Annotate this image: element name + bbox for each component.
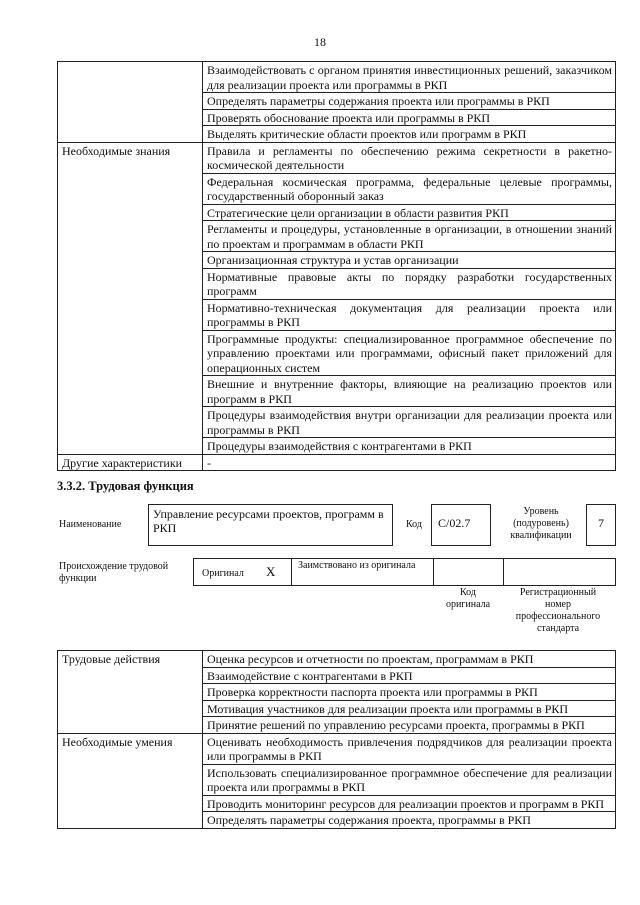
row-item: Регламенты и процедуры, установленные в организации, в отношении знаний по проектам и программам в области РКП (203, 221, 616, 252)
row-item: Федеральная космическая программа, федеральные целевые программы, государственный оборонный заказ (203, 173, 616, 204)
table-row (58, 62, 616, 93)
level-label: Уровень (подуровень) квалификации (510, 506, 572, 541)
row-item: Оценка ресурсов и отчетности по проектам, программам в РКП (203, 651, 616, 668)
row-item: Использовать специализированное программное обеспечение для реализации проекта или программы в РКП (203, 764, 616, 795)
reg-number-label: Регистрационный номер профессионального стандарта (515, 587, 601, 634)
name-label: Наименование (59, 519, 122, 530)
section-heading: 3.3.2. Трудовая функция (57, 479, 194, 493)
competency-table-continued (57, 61, 616, 471)
code-original-label: Код оригинала (445, 587, 491, 610)
table-row (58, 733, 616, 764)
row-item: Внешние и внутренние факторы, влияющие на реализацию проектов или программ в РКП (203, 376, 616, 407)
row-item: Оценивать необходимость привлечения подрядчиков для реализации проекта или программы в РКП (203, 733, 616, 764)
row-item: Процедуры взаимодействия внутри организации для реализации проекта или программы в РКП (203, 407, 616, 438)
level-value: 7 (598, 516, 604, 530)
row-item: Определять параметры содержания проекта или программы в РКП (203, 93, 616, 110)
row-item: Стратегические цели организации в области развития РКП (203, 204, 616, 221)
row-item: Определять параметры содержания проекта, программы в РКП (203, 812, 616, 829)
row-item: Мотивация участников для реализации проекта или программы в РКП (203, 700, 616, 717)
table-row (58, 454, 616, 471)
row-item: Проверка корректности паспорта проекта или программы в РКП (203, 684, 616, 701)
row-item: Проводить мониторинг ресурсов для реализации проектов и программ в РКП (203, 795, 616, 812)
page-number: 18 (314, 35, 326, 49)
table-row (58, 651, 616, 668)
row-item: Выделять критические области проектов или программ в РКП (203, 126, 616, 143)
table-row (58, 142, 616, 173)
row-label: Необходимые умения (58, 733, 203, 828)
code-label: Код (406, 519, 422, 530)
origin-label: Происхождение трудовой функции (59, 561, 169, 584)
row-item: Процедуры взаимодействия с контрагентами в РКП (203, 438, 616, 455)
original-label: Оригинал (202, 568, 244, 579)
row-item: Принятие решений по управлению ресурсами проекта, программы в РКП (203, 717, 616, 734)
original-mark: X (266, 564, 276, 579)
divider (291, 559, 292, 585)
divider (433, 559, 434, 585)
origin-strip (193, 558, 616, 586)
row-item: Нормативные правовые акты по порядку разработки государственных программ (203, 268, 616, 299)
code-value: С/02.7 (438, 516, 471, 530)
row-item: Правила и регламенты по обеспечению режима секретности в ракетно-космической деятельности (203, 142, 616, 173)
row-item: Проверять обоснование проекта или программы в РКП (203, 109, 616, 126)
divider (503, 559, 504, 585)
row-label: Необходимые знания (58, 142, 203, 454)
row-label (58, 62, 203, 143)
row-label: Трудовые действия (58, 651, 203, 734)
row-item: Нормативно-техническая документация для реализации проекта или программы в РКП (203, 299, 616, 330)
row-label: Другие характеристики (58, 454, 203, 471)
row-item: - (203, 454, 616, 471)
row-item: Взаимодействовать с органом принятия инвестиционных решений, заказчиком для реализации проекта или программы в РКП (203, 62, 616, 93)
borrowed-label: Заимствовано из оригинала (298, 560, 416, 571)
code-box (431, 504, 491, 546)
labor-function-table (57, 650, 616, 829)
row-item: Организационная структура и устав организации (203, 252, 616, 269)
function-name-box (148, 504, 393, 546)
row-item: Взаимодействие с контрагентами в РКП (203, 667, 616, 684)
level-box (586, 504, 616, 546)
row-item: Программные продукты: специализированное программное обеспечение по управлению проектами или программами, офисный пакет приложений для операционных систем (203, 330, 616, 376)
function-name: Управление ресурсами проектов, программ в РКП (153, 507, 384, 535)
